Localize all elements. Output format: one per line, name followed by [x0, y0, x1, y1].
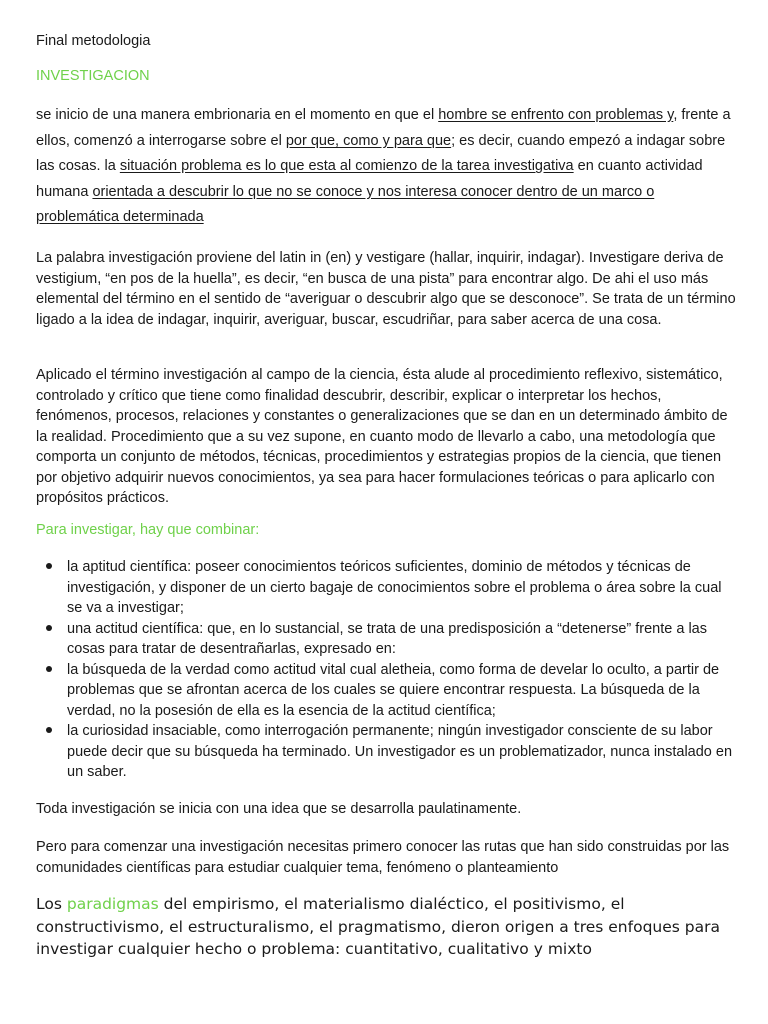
list-item — [36, 619, 736, 660]
section-heading: INVESTIGACION — [36, 68, 150, 84]
list-item-text: la aptitud científica: poseer conocimientos teóricos suficientes, dominio de métodos y técnicas de investigación, y disponer de un cierto bagaje de conocimientos sobre el problema o área sobre la cual se va a investigar; — [67, 559, 722, 616]
bullet-icon — [46, 727, 52, 733]
intro-underline-4: orientada a descubrir lo que no se conoce y nos interesa conocer dentro de un marco o problemática determinada — [36, 183, 655, 226]
intro-underline-3: situación problema es lo que esta al comienzo de la tarea investigativa — [119, 158, 574, 175]
list-item — [36, 660, 736, 722]
bullet-icon — [46, 666, 52, 672]
subheading: Para investigar, hay que combinar: — [36, 522, 260, 538]
intro-text-3: ; es decir, cuando empezó a indagar sobre las cosas. la — [36, 132, 726, 175]
intro-text-4: en cuanto actividad humana — [36, 158, 703, 200]
document-title: Final metodologia — [36, 33, 151, 49]
bullet-icon — [46, 625, 52, 631]
list-item — [36, 721, 736, 783]
intro-paragraph — [36, 103, 736, 231]
list-item-text: la búsqueda de la verdad como actitud vital cual aletheia, como forma de develar lo oculto, a partir de problemas que se afrontan acerca de los cuales se quiere encontrar respuesta. La búsqueda de la verdad, no la posesión de ella es la esencia de la actitud científica; — [67, 661, 720, 719]
paradigmas-link[interactable]: paradigmas — [66, 895, 159, 913]
paragraph-science: Aplicado el término investigación al campo de la ciencia, ésta alude al procedimiento reflexivo, sistemático, controlado y crítico que tiene como finalidad descubrir, describir, explicar o interpretar los hechos, fenómenos, procesos, relaciones y constantes o generalizaciones que se dan en un determinado ámbito de la realidad. Procedimiento que a su vez supone, en cuanto modo de llevarlo a cabo, una metodología que comporta un conjunto de métodos, técnicas, procedimientos y estrategias propios de la ciencia, que tienen por objetivo adquirir nuevos conocimientos, ya sea para hacer formulaciones teóricas o para aplicarlo con propósitos prácticos. — [36, 367, 728, 506]
final-pre: Los — [36, 895, 67, 913]
intro-underline-1: hombre se enfrento con problemas y — [438, 107, 674, 123]
list-item — [36, 557, 736, 619]
paragraph-routes: Pero para comenzar una investigación necesitas primero conocer las rutas que han sido construidas por las comunidades científicas para estudiar cualquier tema, fenómeno o planteamiento — [36, 839, 730, 876]
list-item-text: una actitud científica: que, en lo sustancial, se trata de una predisposición a “detenerse” frente a las cosas para tratar de desentrañarlas, expresado en: — [67, 620, 707, 657]
intro-underline-2: por que, como y para que — [285, 132, 452, 149]
intro-text-1: se inicio de una manera embrionaria en el momento en que el — [36, 107, 439, 123]
intro-text-2: , frente a ellos, comenzó a interrogarse sobre el — [36, 107, 731, 149]
paragraph-paradigms — [36, 893, 736, 961]
final-post: del empirismo, el materialismo dialéctico, el positivismo, el constructivismo, el estructuralismo, el pragmatismo, dieron origen a tres enfoques para investigar cualquier hecho o problema: cuantitativo, cualitativo y mixto — [36, 895, 720, 958]
requirements-list — [36, 557, 736, 783]
bullet-icon — [46, 563, 52, 569]
paragraph-etymology: La palabra investigación proviene del latin in (en) y vestigare (hallar, inquirir, indagar). Investigare deriva de vestigium, “en pos de la huella”, es decir, “en busca de una pista” para encontrar algo. De ahi el uso más elemental del término en el sentido de “averiguar o descubrir algo que se desconoce”. Se trata de un término ligado a la idea de indagar, inquirir, averiguar, buscar, escudriñar, para saber acerca de una cosa. — [36, 250, 736, 328]
list-item-text: la curiosidad insaciable, como interrogación permanente; ningún investigador consciente de su labor puede decir que su búsqueda ha terminado. Un investigador es un problematizador, nunca instalado en un saber. — [67, 723, 733, 780]
paragraph-idea: Toda investigación se inicia con una idea que se desarrolla paulatinamente. — [36, 801, 522, 817]
